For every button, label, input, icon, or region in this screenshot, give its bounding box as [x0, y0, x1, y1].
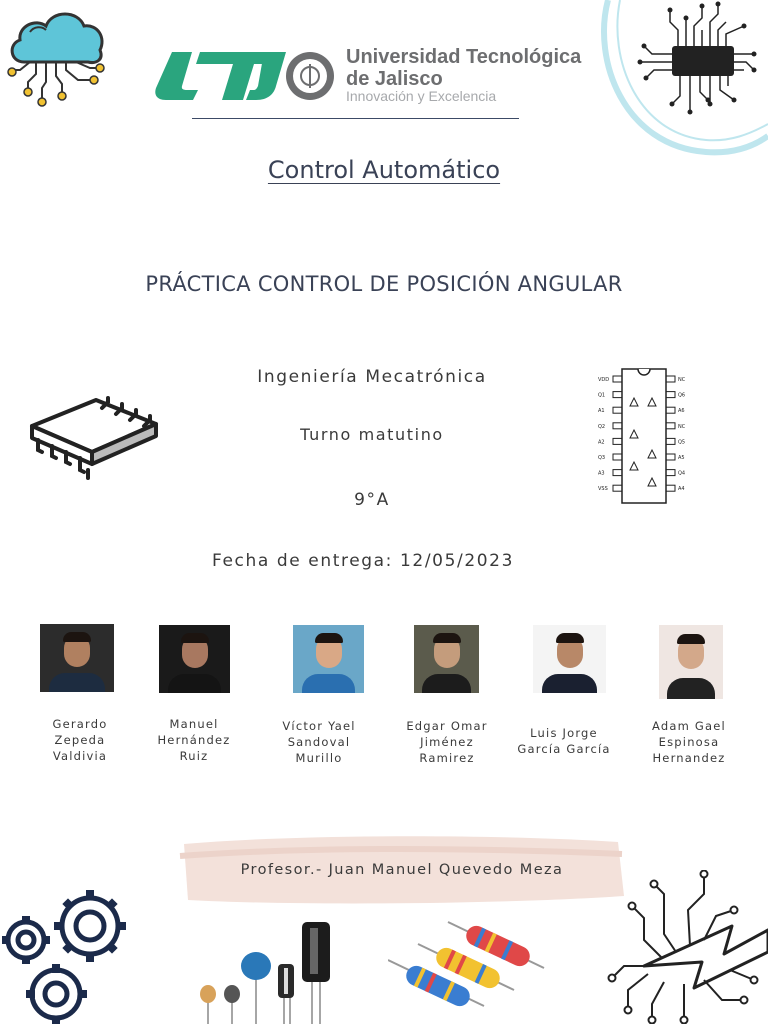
gears-icon — [0, 884, 136, 1024]
ic-pin-label-right: A4 — [678, 486, 685, 493]
microchip-circuit-icon — [594, 0, 768, 156]
ic-pin-label-left: VDD — [598, 377, 610, 383]
ic-pin-label-right: A5 — [678, 455, 685, 461]
member-name-line1: Manuel — [169, 717, 219, 731]
member-name-line1: Víctor Yael — [282, 719, 356, 733]
member-photo — [293, 625, 364, 693]
university-name — [346, 46, 581, 90]
ic-pin-label-left: Q1 — [598, 392, 606, 399]
member-name-line2: Espinosa — [658, 735, 720, 749]
member-name-line3: Murillo — [295, 751, 343, 765]
university-slogan: Innovación y Excelencia — [346, 88, 497, 104]
member-name-line2: García García — [517, 742, 611, 756]
member-name — [264, 718, 374, 766]
ic-pin-label-right: A6 — [678, 408, 685, 415]
member-name-line3: Ruiz — [179, 749, 209, 763]
member-name-line3: Valdivia — [52, 749, 108, 763]
cloud-circuit-icon — [6, 4, 106, 108]
utj-logo-icon — [152, 50, 342, 102]
ic-pin-label-left: A3 — [598, 470, 605, 477]
ic-pin-label-right: NC — [678, 423, 686, 430]
university-name-line1: Universidad Tecnológica — [346, 46, 582, 68]
university-name-line2: de Jalisco — [346, 68, 443, 90]
member-photo — [159, 625, 230, 693]
ic-pin-label-right: Q6 — [678, 392, 686, 399]
ic-pin-label-left: VSS — [598, 486, 608, 493]
delivery-date: Fecha de entrega: 12/05/2023 — [212, 551, 514, 571]
member-photo — [533, 625, 606, 693]
member-name-line2: Jiménez — [420, 735, 474, 749]
professor-name: Profesor.- Juan Manuel Quevedo Meza — [240, 862, 564, 878]
member-name — [139, 716, 249, 764]
member-name-line1: Luis Jorge — [530, 726, 598, 740]
ic-pin-label-left: Q3 — [598, 455, 606, 461]
subject-text: Control Automático — [267, 156, 501, 184]
career: Ingeniería Mecatrónica — [257, 367, 487, 387]
resistors-icon — [388, 920, 548, 1020]
ic-pin-label-right: Q4 — [678, 470, 686, 477]
ic-pin-label-left: A1 — [598, 408, 605, 415]
member-name — [392, 718, 502, 766]
member-name-line1: Adam Gael — [652, 719, 726, 733]
member-photo — [659, 625, 723, 699]
member-photo — [414, 625, 479, 693]
member-name — [25, 716, 135, 764]
member-name-line2: Hernández — [157, 733, 231, 747]
ic-pinout-diagram — [596, 366, 692, 506]
shift: Turno matutino — [300, 425, 444, 444]
header-divider — [192, 118, 519, 119]
ic-chip-3d-icon — [26, 394, 160, 482]
ic-pin-label-left: Q2 — [598, 423, 606, 430]
member-name-line2: Sandoval — [287, 735, 351, 749]
practice-title: PRÁCTICA CONTROL DE POSICIÓN ANGULAR — [145, 272, 623, 296]
group: 9°A — [354, 490, 390, 510]
ic-pin-label-left: A2 — [598, 439, 605, 446]
member-name — [634, 718, 744, 766]
member-name-line3: Hernandez — [652, 751, 726, 765]
capacitors-icon — [196, 918, 336, 1024]
lightning-circuit-icon — [604, 870, 768, 1024]
ic-pin-label-right: Q5 — [678, 439, 686, 446]
member-photo — [40, 624, 114, 692]
member-name-line3: Ramirez — [419, 751, 475, 765]
subject-title — [0, 156, 768, 184]
member-name-line1: Gerardo — [52, 717, 108, 731]
ic-pin-label-right: NC — [678, 377, 686, 383]
member-name — [509, 725, 619, 757]
member-name-line1: Edgar Omar — [406, 719, 488, 733]
member-name-line2: Zepeda — [54, 733, 106, 747]
